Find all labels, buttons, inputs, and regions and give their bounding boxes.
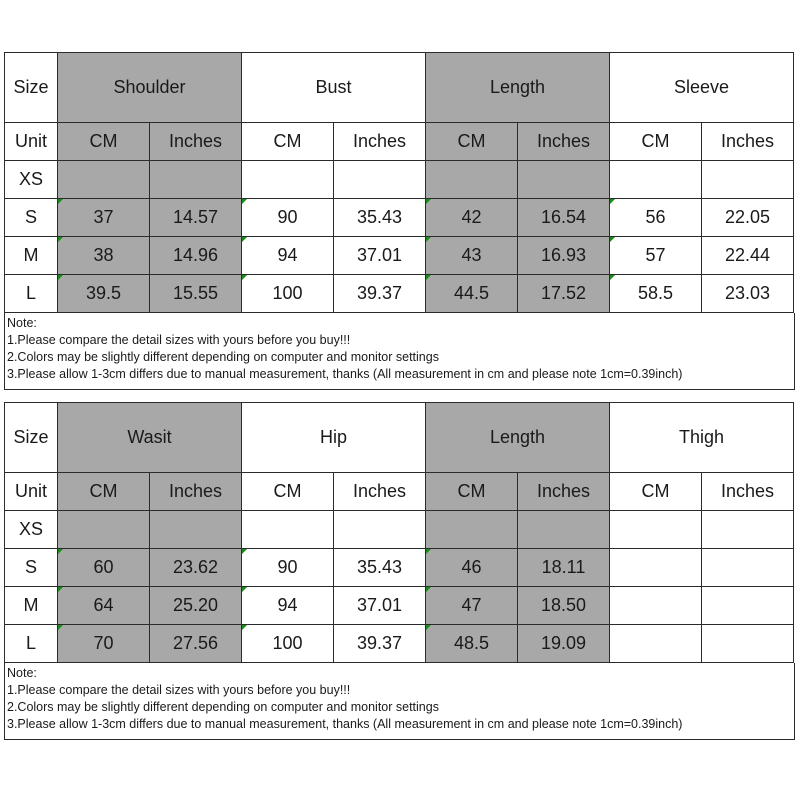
note-line: 1.Please compare the detail sizes with yours before you buy!!! xyxy=(7,333,351,347)
size-label: L xyxy=(5,275,58,313)
unit-row xyxy=(5,123,794,161)
note-title: Note: xyxy=(7,666,37,680)
measure-header-thigh: Thigh xyxy=(610,403,794,473)
value-cell: 46 xyxy=(426,549,518,587)
value-cell: 23.62 xyxy=(150,549,242,587)
measure-header-length: Length xyxy=(426,53,610,123)
note-line: 3.Please allow 1-3cm differs due to manual measurement, thanks (All measurement in cm and please note 1cm=0.39inch) xyxy=(7,367,683,381)
size-row-s xyxy=(5,549,794,587)
unit-cell: Inches xyxy=(702,473,794,511)
unit-header: Unit xyxy=(5,473,58,511)
note-title: Note: xyxy=(7,316,37,330)
unit-cell: Inches xyxy=(334,473,426,511)
value-cell: 16.54 xyxy=(518,199,610,237)
note-line: 3.Please allow 1-3cm differs due to manual measurement, thanks (All measurement in cm and please note 1cm=0.39inch) xyxy=(7,717,683,731)
value-cell xyxy=(610,625,702,663)
measure-header-wasit: Wasit xyxy=(58,403,242,473)
value-cell: 35.43 xyxy=(334,199,426,237)
value-cell xyxy=(150,161,242,199)
size-row-m xyxy=(5,587,794,625)
value-cell: 42 xyxy=(426,199,518,237)
value-cell: 70 xyxy=(58,625,150,663)
measure-header-bust: Bust xyxy=(242,53,426,123)
value-cell: 39.37 xyxy=(334,625,426,663)
value-cell: 56 xyxy=(610,199,702,237)
size-label: M xyxy=(5,587,58,625)
value-cell xyxy=(242,161,334,199)
value-cell xyxy=(702,549,794,587)
value-cell: 38 xyxy=(58,237,150,275)
unit-cell: CM xyxy=(610,473,702,511)
value-cell: 58.5 xyxy=(610,275,702,313)
measure-header-hip: Hip xyxy=(242,403,426,473)
size-label: XS xyxy=(5,511,58,549)
value-cell: 94 xyxy=(242,587,334,625)
value-cell xyxy=(426,511,518,549)
value-cell: 17.52 xyxy=(518,275,610,313)
size-table xyxy=(4,402,794,663)
value-cell: 18.11 xyxy=(518,549,610,587)
value-cell: 90 xyxy=(242,199,334,237)
unit-cell: Inches xyxy=(150,123,242,161)
size-label: XS xyxy=(5,161,58,199)
size-row-m xyxy=(5,237,794,275)
size-row-l xyxy=(5,625,794,663)
top-size-chart xyxy=(4,52,794,390)
value-cell xyxy=(518,161,610,199)
size-header: Size xyxy=(5,403,58,473)
value-cell: 14.96 xyxy=(150,237,242,275)
size-header: Size xyxy=(5,53,58,123)
size-label: L xyxy=(5,625,58,663)
value-cell: 60 xyxy=(58,549,150,587)
value-cell xyxy=(334,511,426,549)
value-cell: 100 xyxy=(242,625,334,663)
size-table xyxy=(4,52,794,313)
value-cell: 39.37 xyxy=(334,275,426,313)
unit-cell: CM xyxy=(58,473,150,511)
value-cell: 15.55 xyxy=(150,275,242,313)
unit-cell: CM xyxy=(242,473,334,511)
size-label: S xyxy=(5,199,58,237)
value-cell: 64 xyxy=(58,587,150,625)
value-cell: 35.43 xyxy=(334,549,426,587)
note-line: 1.Please compare the detail sizes with yours before you buy!!! xyxy=(7,683,351,697)
bottom-size-chart xyxy=(4,402,794,740)
value-cell xyxy=(150,511,242,549)
unit-cell: CM xyxy=(426,123,518,161)
value-cell: 48.5 xyxy=(426,625,518,663)
value-cell: 37 xyxy=(58,199,150,237)
note-box xyxy=(4,663,795,740)
value-cell: 14.57 xyxy=(150,199,242,237)
size-row-s xyxy=(5,199,794,237)
size-row-xs xyxy=(5,161,794,199)
value-cell: 100 xyxy=(242,275,334,313)
value-cell xyxy=(610,511,702,549)
value-cell: 47 xyxy=(426,587,518,625)
size-label: M xyxy=(5,237,58,275)
value-cell: 22.05 xyxy=(702,199,794,237)
value-cell: 16.93 xyxy=(518,237,610,275)
value-cell xyxy=(610,587,702,625)
size-row-xs xyxy=(5,511,794,549)
unit-cell: Inches xyxy=(150,473,242,511)
note-line: 2.Colors may be slightly different depending on computer and monitor settings xyxy=(7,350,439,364)
unit-cell: Inches xyxy=(518,123,610,161)
value-cell: 27.56 xyxy=(150,625,242,663)
unit-cell: CM xyxy=(242,123,334,161)
size-row-l xyxy=(5,275,794,313)
value-cell: 37.01 xyxy=(334,587,426,625)
note-box xyxy=(4,313,795,390)
value-cell xyxy=(426,161,518,199)
value-cell: 39.5 xyxy=(58,275,150,313)
value-cell xyxy=(702,161,794,199)
value-cell: 57 xyxy=(610,237,702,275)
unit-header: Unit xyxy=(5,123,58,161)
value-cell: 43 xyxy=(426,237,518,275)
value-cell: 94 xyxy=(242,237,334,275)
unit-cell: Inches xyxy=(518,473,610,511)
value-cell xyxy=(702,587,794,625)
value-cell: 19.09 xyxy=(518,625,610,663)
measure-header-row xyxy=(5,53,794,123)
unit-cell: CM xyxy=(426,473,518,511)
value-cell: 25.20 xyxy=(150,587,242,625)
unit-cell: Inches xyxy=(334,123,426,161)
value-cell xyxy=(518,511,610,549)
measure-header-shoulder: Shoulder xyxy=(58,53,242,123)
measure-header-length: Length xyxy=(426,403,610,473)
value-cell: 90 xyxy=(242,549,334,587)
value-cell xyxy=(242,511,334,549)
unit-cell: CM xyxy=(58,123,150,161)
value-cell xyxy=(702,625,794,663)
measure-header-sleeve: Sleeve xyxy=(610,53,794,123)
value-cell: 22.44 xyxy=(702,237,794,275)
value-cell xyxy=(334,161,426,199)
value-cell xyxy=(610,549,702,587)
size-label: S xyxy=(5,549,58,587)
value-cell xyxy=(610,161,702,199)
unit-row xyxy=(5,473,794,511)
value-cell xyxy=(58,161,150,199)
value-cell: 37.01 xyxy=(334,237,426,275)
measure-header-row xyxy=(5,403,794,473)
value-cell: 44.5 xyxy=(426,275,518,313)
note-line: 2.Colors may be slightly different depending on computer and monitor settings xyxy=(7,700,439,714)
unit-cell: CM xyxy=(610,123,702,161)
value-cell xyxy=(58,511,150,549)
value-cell xyxy=(702,511,794,549)
value-cell: 18.50 xyxy=(518,587,610,625)
unit-cell: Inches xyxy=(702,123,794,161)
value-cell: 23.03 xyxy=(702,275,794,313)
